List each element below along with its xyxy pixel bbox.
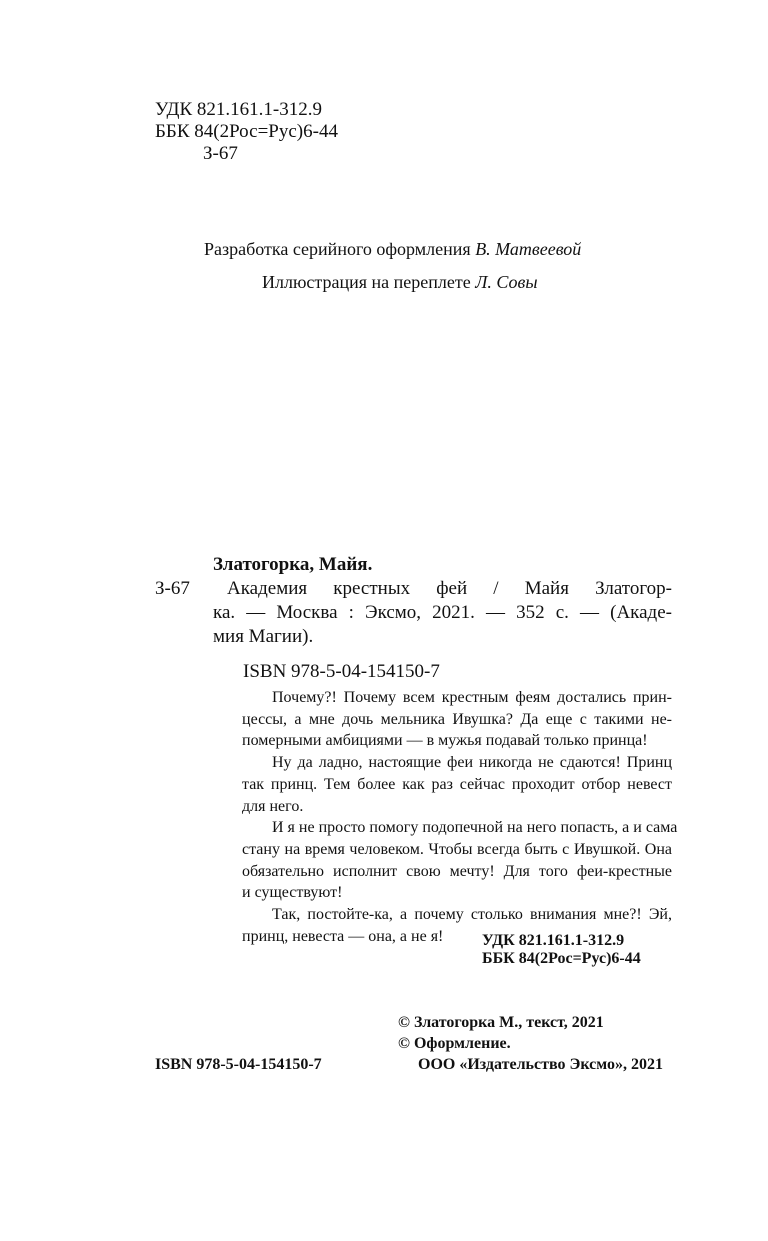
annotation-line: и существуют! xyxy=(242,884,343,902)
annotation-line: И я не просто помогу подопечной на него попасть, а и сама xyxy=(272,819,678,837)
bib-title-line-1: Академия крестных фей / Майя Златогор- xyxy=(227,578,672,599)
annotation-line: так принц. Тем более как раз сейчас проходит отбор невест xyxy=(242,775,672,793)
annotation-line: принц, невеста — она, а не я! xyxy=(242,927,444,945)
copyright-text: © Златогорка М., текст, 2021 xyxy=(398,1014,604,1031)
udk-code: УДК 821.161.1-312.9 xyxy=(155,99,322,120)
annotation-line: стану на время человеком. Чтобы всегда быть с Ивушкой. Она xyxy=(242,840,672,858)
annotation-bbk-code: ББК 84(2Рос=Рус)6-44 xyxy=(482,950,641,967)
annotation-line: померными амбициями — в мужья подавай только принца! xyxy=(242,732,648,750)
bib-sign: З-67 xyxy=(155,578,190,599)
footer-isbn: ISBN 978-5-04-154150-7 xyxy=(155,1056,322,1073)
bib-title-line-3: мия Магии). xyxy=(213,626,314,647)
annotation-line: Так, постойте-ка, а почему столько внимания мне?! Эй, xyxy=(272,906,672,923)
annotation-line: Почему?! Почему всем крестным феям достались прин- xyxy=(272,689,672,706)
illustration-name: Л. Совы xyxy=(475,272,538,292)
illustration-prefix: Иллюстрация на переплете xyxy=(262,272,471,292)
copyright-design: © Оформление. xyxy=(398,1035,511,1052)
author-sign-code: З-67 xyxy=(203,143,238,164)
series-design-credit xyxy=(204,238,581,260)
bib-author: Златогорка, Майя. xyxy=(213,554,373,575)
annotation-line: для него. xyxy=(242,797,304,815)
annotation-line: Ну да ладно, настоящие феи никогда не сдаются! Принц xyxy=(272,754,672,772)
bbk-code: ББК 84(2Рос=Рус)6-44 xyxy=(155,121,338,142)
illustration-credit xyxy=(262,271,538,293)
annotation-line: цессы, а мне дочь мельника Ивушка? Да еще с такими не- xyxy=(242,710,672,728)
bib-isbn: ISBN 978-5-04-154150-7 xyxy=(243,661,440,682)
series-design-prefix: Разработка серийного оформления xyxy=(204,239,471,259)
series-design-name: В. Матвеевой xyxy=(475,239,582,259)
bib-title-line-2: ка. — Москва : Эксмо, 2021. — 352 с. — (Акаде- xyxy=(213,602,672,623)
annotation-line: обязательно исполнит свою мечту! Для того феи-крестные xyxy=(242,862,672,880)
annotation-udk-code: УДК 821.161.1-312.9 xyxy=(482,932,625,949)
publisher: ООО «Издательство Эксмо», 2021 xyxy=(418,1056,663,1073)
